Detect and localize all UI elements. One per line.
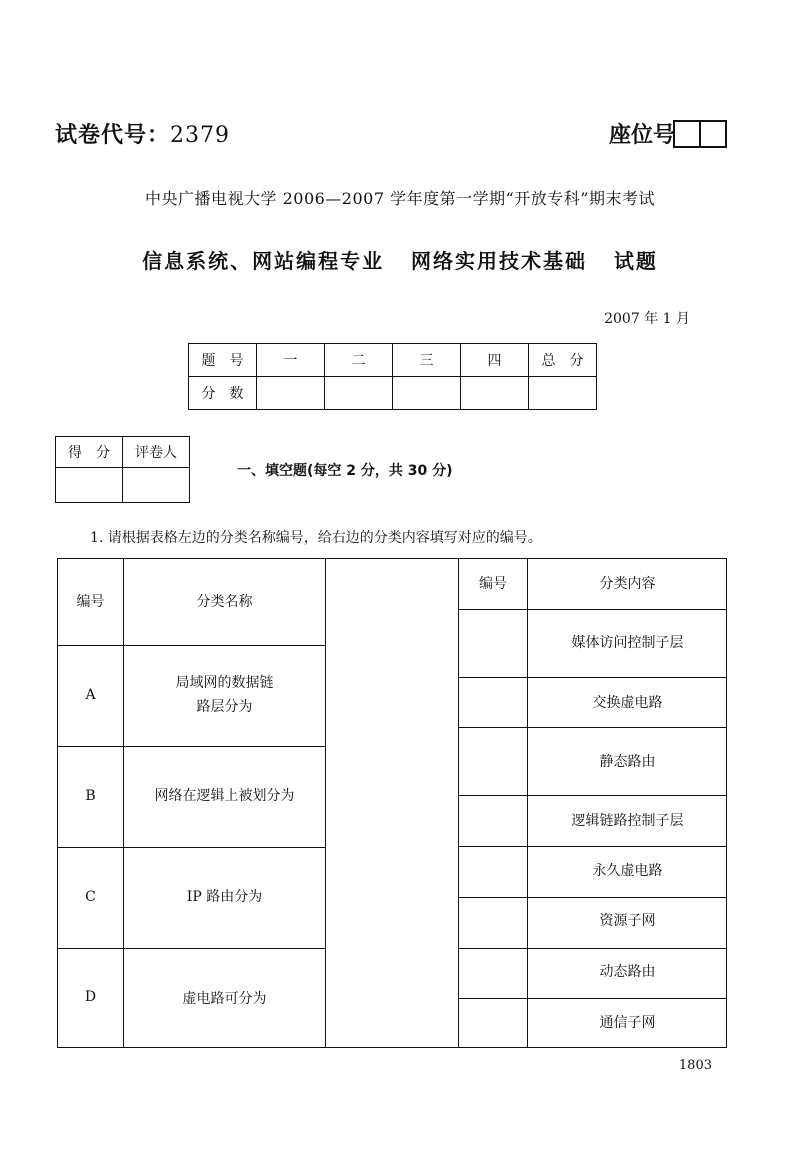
exam-code-number: 2379 [170, 123, 231, 148]
score-table-score-row [189, 377, 597, 410]
seat-box-1[interactable] [673, 120, 701, 148]
row-divider [58, 948, 325, 949]
exam-code-label: 试卷代号： [55, 123, 171, 148]
right-item: 媒体访问控制子层 [571, 635, 684, 651]
answer-cell[interactable] [459, 796, 527, 846]
exam-subtitle: 中央广播电视大学 2006—2007 学年度第一学期“开放专科”期末考试 [145, 189, 655, 208]
grader-score-cell[interactable] [56, 468, 123, 503]
col-divider [325, 559, 326, 1047]
grader-score-label: 得 分 [56, 437, 123, 468]
grader-name-cell[interactable] [123, 468, 190, 503]
seat-box-2[interactable] [699, 120, 727, 148]
answer-cell[interactable] [459, 610, 527, 677]
row-divider [58, 746, 325, 747]
score-header-cell: 总 分 [529, 344, 597, 377]
score-header-cell: 三 [393, 344, 461, 377]
left-row-name: IP 路由分为 [186, 889, 263, 905]
right-header-content: 分类内容 [599, 576, 656, 592]
exam-title: 信息系统、网站编程专业 网络实用技术基础 试题 [142, 249, 658, 273]
right-item: 通信子网 [599, 1015, 656, 1031]
score-cell[interactable] [529, 377, 597, 410]
right-item: 动态路由 [599, 964, 656, 980]
question-1: 1. 请根据表格左边的分类名称编号，给右边的分类内容填写对应的编号。 [90, 530, 542, 546]
answer-cell[interactable] [459, 678, 527, 727]
left-row-code: A [85, 687, 96, 703]
score-header-cell: 四 [461, 344, 529, 377]
score-table-header-row [189, 344, 597, 377]
score-row-label: 分 数 [189, 377, 257, 410]
seat-number-label: 座位号 [608, 123, 675, 148]
answer-cell[interactable] [459, 728, 527, 795]
left-row-name: 虚电路可分为 [182, 991, 267, 1007]
score-table [188, 343, 597, 410]
score-cell[interactable] [257, 377, 325, 410]
answer-cell[interactable] [459, 949, 527, 998]
right-header-code: 编号 [479, 576, 507, 592]
seat-number [609, 118, 727, 149]
row-divider [58, 645, 325, 646]
page-number: 1803 [678, 1058, 712, 1073]
left-row-name: 网络在逻辑上被划分为 [154, 788, 295, 804]
right-item: 逻辑链路控制子层 [571, 813, 684, 829]
right-item: 资源子网 [599, 913, 656, 929]
match-table [57, 558, 727, 1048]
score-cell[interactable] [325, 377, 393, 410]
section-heading: 一、填空题(每空 2 分，共 30 分) [237, 463, 453, 479]
score-header-cell: 二 [325, 344, 393, 377]
score-cell[interactable] [461, 377, 529, 410]
answer-cell[interactable] [459, 847, 527, 897]
exam-date: 2007 年 1 月 [604, 311, 690, 327]
left-row-code: D [84, 989, 97, 1005]
answer-cell[interactable] [459, 999, 527, 1047]
right-item: 交换虚电路 [592, 695, 663, 711]
left-row-code: B [85, 788, 96, 804]
right-item: 静态路由 [599, 754, 656, 770]
left-header-name: 分类名称 [196, 594, 253, 610]
grader-table [55, 436, 190, 503]
left-row-name: 局域网的数据链 路层分为 [175, 675, 274, 715]
score-header-cell: 一 [257, 344, 325, 377]
right-item: 永久虚电路 [592, 863, 663, 879]
grader-name-label: 评卷人 [123, 437, 190, 468]
answer-cell[interactable] [459, 898, 527, 948]
score-header-cell: 题 号 [189, 344, 257, 377]
left-row-code: C [85, 889, 96, 905]
score-cell[interactable] [393, 377, 461, 410]
left-header-code: 编号 [76, 594, 105, 610]
row-divider [58, 847, 325, 848]
exam-code [55, 118, 230, 149]
